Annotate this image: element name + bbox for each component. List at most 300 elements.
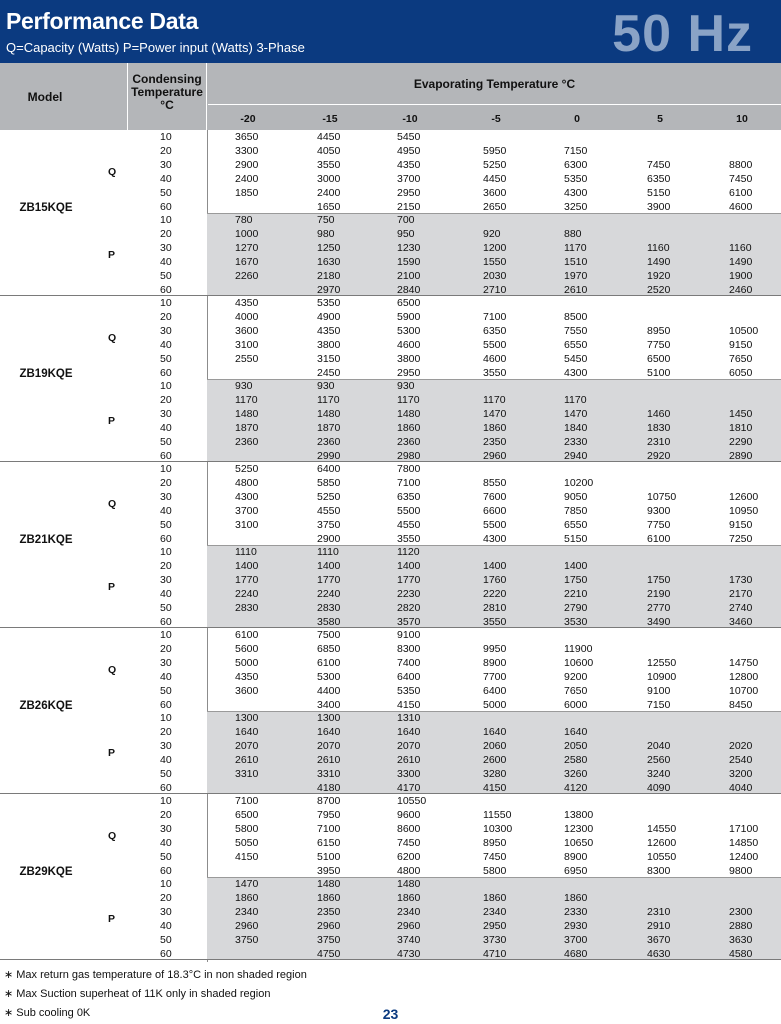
value-cell: 3600 <box>235 685 259 697</box>
capacity-section <box>0 462 781 545</box>
value-cell: 10700 <box>729 685 759 697</box>
value-cell: 6950 <box>564 865 588 877</box>
evap-temp-header: -5 <box>491 113 501 125</box>
value-cell: 1860 <box>397 422 421 434</box>
value-cell: 2830 <box>235 602 259 614</box>
value-cell: 3650 <box>235 131 259 143</box>
value-cell: 3750 <box>317 519 341 531</box>
value-cell: 2820 <box>397 602 421 614</box>
condensing-temp-cell: 20 <box>160 726 172 738</box>
table-row <box>0 656 781 670</box>
value-cell: 2900 <box>317 533 341 545</box>
condensing-temp-cell: 40 <box>160 754 172 766</box>
value-cell: 1470 <box>483 408 507 420</box>
value-cell: 5800 <box>483 865 507 877</box>
value-cell: 4900 <box>317 311 341 323</box>
value-cell: 2550 <box>235 353 259 365</box>
value-cell: 4000 <box>235 311 259 323</box>
value-cell: 1590 <box>397 256 421 268</box>
value-cell: 5800 <box>235 823 259 835</box>
evap-temp-header: 0 <box>574 113 580 125</box>
value-cell: 1480 <box>317 408 341 420</box>
table-header <box>0 63 781 130</box>
condensing-temp-cell: 50 <box>160 436 172 448</box>
value-cell: 4300 <box>564 187 588 199</box>
condensing-temp-cell: 10 <box>160 546 172 558</box>
table-row <box>0 919 781 933</box>
value-cell: 5600 <box>235 643 259 655</box>
value-cell: 1750 <box>647 574 671 586</box>
value-cell: 8900 <box>483 657 507 669</box>
table-row <box>0 877 781 891</box>
value-cell: 17100 <box>729 823 759 835</box>
condensing-temp-cell: 60 <box>160 948 172 960</box>
value-cell: 2330 <box>564 436 588 448</box>
value-cell: 2290 <box>729 436 753 448</box>
value-cell: 7750 <box>647 339 671 351</box>
value-cell: 3150 <box>317 353 341 365</box>
value-cell: 950 <box>397 228 415 240</box>
table-row <box>0 172 781 186</box>
value-cell: 4800 <box>397 865 421 877</box>
value-cell: 1120 <box>397 546 420 558</box>
value-cell: 4600 <box>397 339 421 351</box>
value-cell: 10900 <box>647 671 677 683</box>
value-cell: 3740 <box>397 934 421 946</box>
evap-temp-header: 5 <box>657 113 663 125</box>
value-cell: 2980 <box>397 450 421 462</box>
condensing-temp-cell: 40 <box>160 920 172 932</box>
value-cell: 7450 <box>397 837 421 849</box>
value-cell: 1480 <box>397 408 421 420</box>
value-cell: 1230 <box>397 242 421 254</box>
section-divider <box>207 877 781 878</box>
condensing-temp-cell: 20 <box>160 560 172 572</box>
value-cell: 3310 <box>317 768 341 780</box>
value-cell: 6400 <box>317 463 341 475</box>
table-row <box>0 642 781 656</box>
value-cell: 3530 <box>564 616 588 628</box>
table-row <box>0 324 781 338</box>
value-cell: 2770 <box>647 602 671 614</box>
value-cell: 4600 <box>483 353 507 365</box>
value-cell: 7800 <box>397 463 421 475</box>
table-row <box>0 905 781 919</box>
condensing-temp-cell: 10 <box>160 463 172 475</box>
value-cell: 3100 <box>235 339 259 351</box>
value-cell: 4300 <box>564 367 588 379</box>
value-cell: 1300 <box>317 712 341 724</box>
value-cell: 1170 <box>317 394 340 406</box>
condensing-temp-cell: 20 <box>160 228 172 240</box>
value-cell: 1770 <box>317 574 341 586</box>
model-divider <box>0 959 781 960</box>
value-cell: 3630 <box>729 934 753 946</box>
value-cell: 3900 <box>647 201 671 213</box>
value-cell: 5150 <box>647 187 671 199</box>
table-row <box>0 767 781 781</box>
table-row <box>0 670 781 684</box>
value-cell: 6500 <box>235 809 259 821</box>
value-cell: 1860 <box>483 422 507 434</box>
value-cell: 9800 <box>729 865 753 877</box>
value-cell: 2600 <box>483 754 507 766</box>
value-cell: 7450 <box>647 159 671 171</box>
condensing-temp-cell: 40 <box>160 339 172 351</box>
condensing-temp-cell: 40 <box>160 256 172 268</box>
value-cell: 6350 <box>647 173 671 185</box>
value-cell: 3460 <box>729 616 753 628</box>
value-cell: 3570 <box>397 616 421 628</box>
table-row <box>0 601 781 615</box>
table-row <box>0 753 781 767</box>
value-cell: 8600 <box>397 823 421 835</box>
power-section <box>0 711 781 794</box>
value-cell: 5350 <box>397 685 421 697</box>
value-cell: 1970 <box>564 270 588 282</box>
value-cell: 6400 <box>397 671 421 683</box>
value-cell: 2260 <box>235 270 259 282</box>
value-cell: 2830 <box>317 602 341 614</box>
value-cell: 2240 <box>235 588 259 600</box>
table-row <box>0 366 781 380</box>
condensing-temp-cell: 40 <box>160 505 172 517</box>
value-cell: 2740 <box>729 602 753 614</box>
table-row <box>0 186 781 200</box>
value-cell: 1550 <box>483 256 507 268</box>
value-cell: 1490 <box>729 256 753 268</box>
condensing-temp-cell: 40 <box>160 671 172 683</box>
value-cell: 3600 <box>235 325 259 337</box>
value-cell: 3700 <box>235 505 259 517</box>
value-cell: 2230 <box>397 588 421 600</box>
table-row <box>0 213 781 227</box>
value-cell: 3550 <box>483 367 507 379</box>
value-cell: 7100 <box>397 477 421 489</box>
condensing-temp-cell: 60 <box>160 201 172 213</box>
value-cell: 3700 <box>397 173 421 185</box>
value-cell: 1730 <box>729 574 753 586</box>
value-cell: 2340 <box>235 906 259 918</box>
value-cell: 4730 <box>397 948 421 960</box>
condensing-temp-cell: 40 <box>160 173 172 185</box>
condensing-temp-cell: 10 <box>160 712 172 724</box>
value-cell: 10300 <box>483 823 513 835</box>
value-cell: 930 <box>317 380 335 392</box>
value-cell: 3550 <box>397 533 421 545</box>
footnote: ∗ Max return gas temperature of 18.3°C in non shaded region <box>4 969 307 981</box>
value-cell: 3600 <box>483 187 507 199</box>
value-cell: 6500 <box>397 297 421 309</box>
model-block <box>0 462 781 628</box>
value-cell: 8800 <box>729 159 753 171</box>
value-cell: 7150 <box>564 145 588 157</box>
value-cell: 2450 <box>317 367 341 379</box>
value-cell: 4350 <box>235 671 259 683</box>
value-cell: 2930 <box>564 920 588 932</box>
value-cell: 6550 <box>564 519 588 531</box>
value-cell: 9100 <box>647 685 671 697</box>
section-label: P <box>108 913 116 925</box>
value-cell: 7700 <box>483 671 507 683</box>
condensing-temp-cell: 40 <box>160 837 172 849</box>
value-cell: 4040 <box>729 782 753 794</box>
value-cell: 4550 <box>397 519 421 531</box>
value-cell: 2650 <box>483 201 507 213</box>
value-cell: 3950 <box>317 865 341 877</box>
model-name: ZB29KQE <box>19 866 73 878</box>
condensing-temp-cell: 10 <box>160 629 172 641</box>
model-name: ZB26KQE <box>19 700 73 712</box>
section-label: P <box>108 747 116 759</box>
value-cell: 2840 <box>397 284 421 296</box>
value-cell: 1170 <box>397 394 420 406</box>
value-cell: 7850 <box>564 505 588 517</box>
value-cell: 5850 <box>317 477 341 489</box>
value-cell: 2070 <box>317 740 341 752</box>
value-cell: 2610 <box>235 754 259 766</box>
capacity-section <box>0 296 781 379</box>
value-cell: 2040 <box>647 740 671 752</box>
condensing-temp-cell: 60 <box>160 782 172 794</box>
table-row <box>0 587 781 601</box>
condensing-temp-cell: 50 <box>160 519 172 531</box>
value-cell: 5300 <box>317 671 341 683</box>
value-cell: 6500 <box>647 353 671 365</box>
value-cell: 6150 <box>317 837 341 849</box>
value-cell: 1200 <box>483 242 507 254</box>
value-cell: 1840 <box>564 422 588 434</box>
table-row <box>0 393 781 407</box>
value-cell: 7450 <box>729 173 753 185</box>
value-cell: 12600 <box>647 837 677 849</box>
evaporating-temp-header: Evaporating Temperature °C <box>208 63 781 105</box>
value-cell: 1510 <box>564 256 588 268</box>
value-cell: 1860 <box>317 892 341 904</box>
table-row <box>0 352 781 366</box>
value-cell: 2350 <box>483 436 507 448</box>
table-row <box>0 421 781 435</box>
value-cell: 10650 <box>564 837 594 849</box>
value-cell: 2950 <box>483 920 507 932</box>
value-cell: 5900 <box>397 311 421 323</box>
value-cell: 4150 <box>235 851 259 863</box>
value-cell: 6100 <box>317 657 341 669</box>
capacity-section <box>0 794 781 877</box>
value-cell: 2610 <box>317 754 341 766</box>
value-cell: 6200 <box>397 851 421 863</box>
value-cell: 1460 <box>647 408 671 420</box>
value-cell: 2300 <box>729 906 753 918</box>
value-cell: 4600 <box>729 201 753 213</box>
value-cell: 1900 <box>729 270 753 282</box>
value-cell: 1640 <box>397 726 421 738</box>
value-cell: 750 <box>317 214 335 226</box>
value-cell: 3670 <box>647 934 671 946</box>
value-cell: 7650 <box>564 685 588 697</box>
table-row <box>0 310 781 324</box>
value-cell: 1490 <box>647 256 671 268</box>
model-block <box>0 794 781 960</box>
table-row <box>0 200 781 214</box>
value-cell: 1170 <box>564 394 587 406</box>
value-cell: 5100 <box>317 851 341 863</box>
value-cell: 1640 <box>317 726 341 738</box>
value-cell: 1830 <box>647 422 671 434</box>
condensing-temp-cell: 50 <box>160 851 172 863</box>
value-cell: 2360 <box>397 436 421 448</box>
value-cell: 13800 <box>564 809 594 821</box>
value-cell: 7750 <box>647 519 671 531</box>
value-cell: 1760 <box>483 574 507 586</box>
value-cell: 1110 <box>317 546 339 558</box>
value-cell: 980 <box>317 228 335 240</box>
value-cell: 5250 <box>235 463 259 475</box>
condensing-temp-cell: 10 <box>160 795 172 807</box>
value-cell: 2060 <box>483 740 507 752</box>
value-cell: 880 <box>564 228 582 240</box>
table-row <box>0 227 781 241</box>
value-cell: 3550 <box>317 159 341 171</box>
condensing-temp-cell: 60 <box>160 865 172 877</box>
value-cell: 1810 <box>729 422 753 434</box>
condensing-temp-cell: 10 <box>160 214 172 226</box>
value-cell: 1160 <box>647 242 670 254</box>
model-column-header: Model <box>27 89 63 104</box>
value-cell: 1170 <box>483 394 506 406</box>
value-cell: 2180 <box>317 270 341 282</box>
value-cell: 12400 <box>729 851 759 863</box>
value-cell: 3580 <box>317 616 341 628</box>
table-row <box>0 725 781 739</box>
value-cell: 3400 <box>317 699 341 711</box>
value-cell: 4800 <box>235 477 259 489</box>
value-cell: 1480 <box>397 878 421 890</box>
value-cell: 5350 <box>564 173 588 185</box>
value-cell: 1170 <box>564 242 587 254</box>
page-number: 23 <box>382 1006 399 1022</box>
table-row <box>0 794 781 808</box>
footnote: ∗ Max Suction superheat of 11K only in shaded region <box>4 988 271 1000</box>
value-cell: 11900 <box>564 643 593 655</box>
value-cell: 5500 <box>397 505 421 517</box>
value-cell: 4750 <box>317 948 341 960</box>
value-cell: 9950 <box>483 643 507 655</box>
value-cell: 1400 <box>235 560 259 572</box>
value-cell: 7250 <box>729 533 753 545</box>
value-cell: 6850 <box>317 643 341 655</box>
table-row <box>0 490 781 504</box>
power-section <box>0 877 781 960</box>
evap-temp-header: -15 <box>322 113 338 125</box>
table-row <box>0 711 781 725</box>
value-cell: 2340 <box>483 906 507 918</box>
value-cell: 3700 <box>564 934 588 946</box>
value-cell: 700 <box>397 214 415 226</box>
value-cell: 8300 <box>647 865 671 877</box>
value-cell: 5250 <box>483 159 507 171</box>
value-cell: 7400 <box>397 657 421 669</box>
value-cell: 7100 <box>235 795 259 807</box>
value-cell: 1750 <box>564 574 588 586</box>
value-cell: 10950 <box>729 505 759 517</box>
value-cell: 2460 <box>729 284 753 296</box>
value-cell: 7550 <box>564 325 588 337</box>
table-row <box>0 933 781 947</box>
condensing-temp-cell: 10 <box>160 878 172 890</box>
value-cell: 4170 <box>397 782 421 794</box>
condensing-temp-cell: 40 <box>160 422 172 434</box>
table-row <box>0 698 781 712</box>
value-cell: 2890 <box>729 450 753 462</box>
value-cell: 2960 <box>235 920 259 932</box>
condensing-temp-cell: 20 <box>160 477 172 489</box>
value-cell: 1860 <box>564 892 588 904</box>
value-cell: 8700 <box>317 795 341 807</box>
value-cell: 8450 <box>729 699 753 711</box>
power-section <box>0 545 781 628</box>
value-cell: 1640 <box>483 726 507 738</box>
value-cell: 1920 <box>647 270 671 282</box>
value-cell: 5350 <box>317 297 341 309</box>
value-cell: 5150 <box>564 533 588 545</box>
value-cell: 4350 <box>317 325 341 337</box>
value-cell: 4710 <box>483 948 507 960</box>
value-cell: 8900 <box>564 851 588 863</box>
value-cell: 2020 <box>729 740 753 752</box>
value-cell: 6000 <box>564 699 588 711</box>
value-cell: 5050 <box>235 837 259 849</box>
value-cell: 10500 <box>729 325 759 337</box>
capacity-section <box>0 628 781 711</box>
value-cell: 3200 <box>729 768 753 780</box>
condensing-temp-cell: 30 <box>160 408 172 420</box>
condensing-temp-cell: 50 <box>160 685 172 697</box>
condensing-temp-cell: 20 <box>160 809 172 821</box>
condensing-temp-cell: 60 <box>160 699 172 711</box>
page-title: Performance Data <box>6 8 199 34</box>
table-row <box>0 504 781 518</box>
value-cell: 2790 <box>564 602 588 614</box>
value-cell: 5000 <box>235 657 259 669</box>
value-cell: 4630 <box>647 948 671 960</box>
table-row <box>0 822 781 836</box>
value-cell: 1300 <box>235 712 259 724</box>
value-cell: 9050 <box>564 491 588 503</box>
table-row <box>0 808 781 822</box>
value-cell: 10550 <box>647 851 677 863</box>
value-cell: 12300 <box>564 823 594 835</box>
value-cell: 2360 <box>317 436 341 448</box>
condensing-temp-cell: 30 <box>160 574 172 586</box>
value-cell: 6550 <box>564 339 588 351</box>
value-cell: 4350 <box>235 297 259 309</box>
value-cell: 8550 <box>483 477 507 489</box>
value-cell: 3800 <box>397 353 421 365</box>
value-cell: 1860 <box>397 892 421 904</box>
model-block <box>0 296 781 462</box>
value-cell: 3240 <box>647 768 671 780</box>
evap-temp-row <box>0 105 781 130</box>
value-cell: 3490 <box>647 616 671 628</box>
value-cell: 1400 <box>397 560 421 572</box>
value-cell: 1860 <box>483 892 507 904</box>
table-row <box>0 379 781 393</box>
value-cell: 2400 <box>317 187 341 199</box>
table-row <box>0 130 781 144</box>
model-name: ZB15KQE <box>19 202 73 214</box>
section-divider <box>207 213 781 214</box>
